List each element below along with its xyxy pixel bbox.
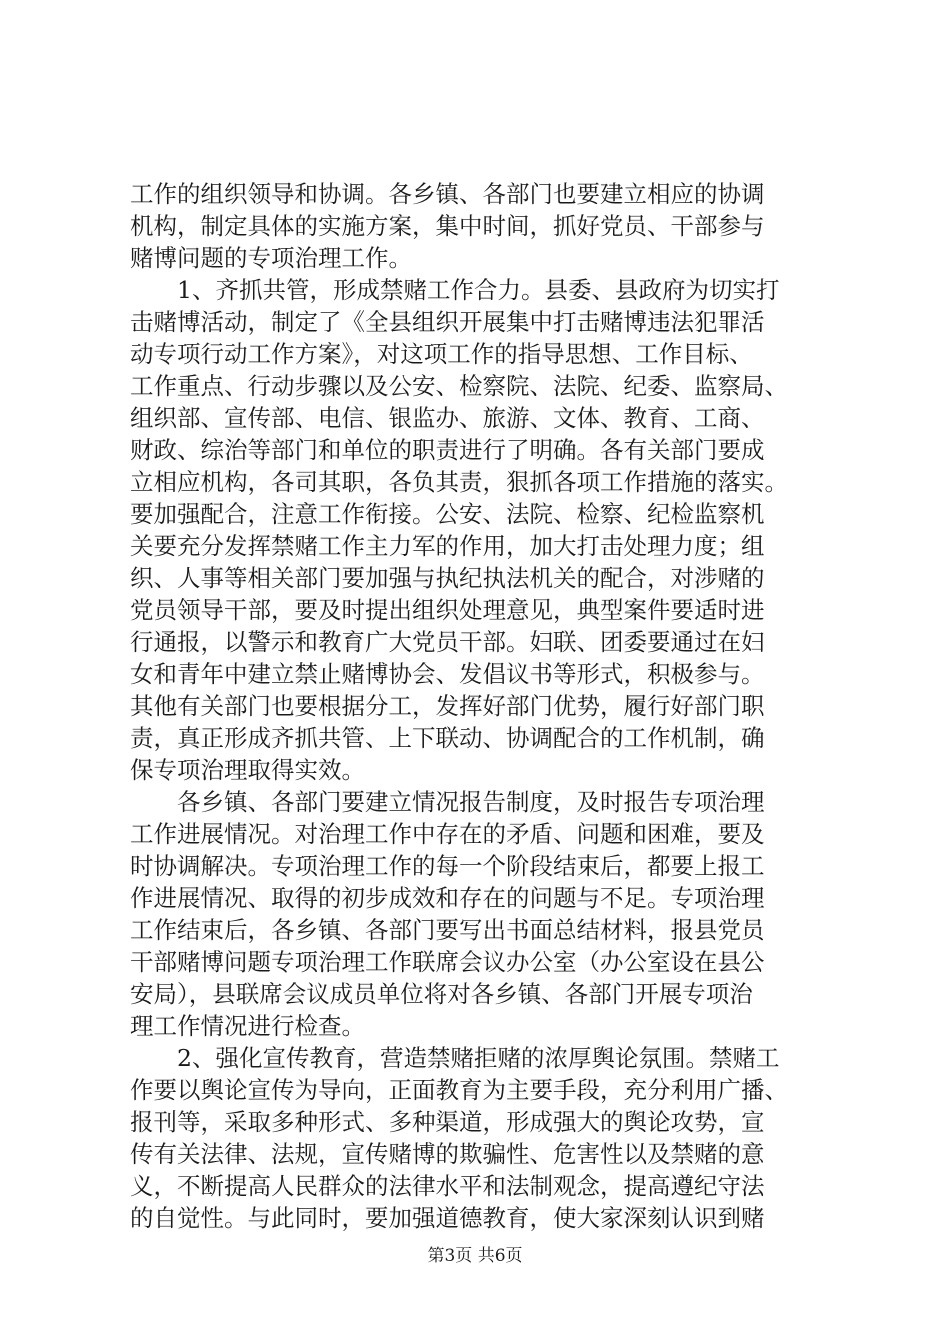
text-line: 传有关法律、法规，宣传赌博的欺骗性、危害性以及禁赌的意 <box>130 1140 765 1168</box>
text-line: 作进展情况、取得的初步成效和存在的问题与不足。专项治理 <box>130 884 765 912</box>
text-line: 1、齐抓共管，形成禁赌工作合力。县委、县政府为切实打 <box>130 276 780 304</box>
text-line: 工作重点、行动步骤以及公安、检察院、法院、纪委、监察局、 <box>130 372 788 400</box>
text-line: 工作的组织领导和协调。各乡镇、各部门也要建立相应的协调 <box>130 180 765 208</box>
text-line: 各乡镇、各部门要建立情况报告制度，及时报告专项治理 <box>130 788 765 816</box>
text-line: 动专项行动工作方案》，对这项工作的指导思想、工作目标、 <box>130 340 753 368</box>
text-line: 工作进展情况。对治理工作中存在的矛盾、问题和困难，要及 <box>130 820 765 848</box>
text-line: 时协调解决。专项治理工作的每一个阶段结束后，都要上报工 <box>130 852 765 880</box>
page-number-footer: 第3页 共6页 <box>427 1246 523 1266</box>
text-line: 安局），县联席会议成员单位将对各乡镇、各部门开展专项治 <box>130 980 753 1008</box>
text-line: 报刊等，采取多种形式、多种渠道，形成强大的舆论攻势，宣 <box>130 1108 765 1136</box>
text-line: 保专项治理取得实效。 <box>130 756 365 784</box>
text-line: 立相应机构，各司其职，各负其责，狠抓各项工作措施的落实。 <box>130 468 788 496</box>
text-line: 赌博问题的专项治理工作。 <box>130 244 412 272</box>
text-line: 击赌博活动，制定了《全县组织开展集中打击赌博违法犯罪活 <box>130 308 765 336</box>
text-line: 干部赌博问题专项治理工作联席会议办公室（办公室设在县公 <box>130 948 765 976</box>
text-line: 行通报，以警示和教育广大党员干部。妇联、团委要通过在妇 <box>130 628 765 656</box>
text-line: 其他有关部门也要根据分工，发挥好部门优势，履行好部门职 <box>130 692 765 720</box>
text-line: 工作结束后，各乡镇、各部门要写出书面总结材料，报县党员 <box>130 916 765 944</box>
text-line: 的自觉性。与此同时，要加强道德教育，使大家深刻认识到赌 <box>130 1204 765 1232</box>
text-line: 财政、综治等部门和单位的职责进行了明确。各有关部门要成 <box>130 436 765 464</box>
text-line: 织、人事等相关部门要加强与执纪执法机关的配合，对涉赌的 <box>130 564 765 592</box>
text-line: 责，真正形成齐抓共管、上下联动、协调配合的工作机制，确 <box>130 724 765 752</box>
text-line: 机构，制定具体的实施方案，集中时间，抓好党员、干部参与 <box>130 212 765 240</box>
text-line: 要加强配合，注意工作衔接。公安、法院、检察、纪检监察机 <box>130 500 765 528</box>
text-line: 作要以舆论宣传为导向，正面教育为主要手段，充分利用广播、 <box>130 1076 788 1104</box>
text-line: 理工作情况进行检查。 <box>130 1012 365 1040</box>
text-line: 党员领导干部，要及时提出组织处理意见，典型案件要适时进 <box>130 596 765 624</box>
text-line: 组织部、宣传部、电信、银监办、旅游、文体、教育、工商、 <box>130 404 765 432</box>
text-line: 2、强化宣传教育，营造禁赌拒赌的浓厚舆论氛围。禁赌工 <box>130 1044 780 1072</box>
text-line: 关要充分发挥禁赌工作主力军的作用，加大打击处理力度；组 <box>130 532 765 560</box>
text-line: 义，不断提高人民群众的法律水平和法制观念，提高遵纪守法 <box>130 1172 765 1200</box>
text-line: 女和青年中建立禁止赌博协会、发倡议书等形式，积极参与。 <box>130 660 765 688</box>
